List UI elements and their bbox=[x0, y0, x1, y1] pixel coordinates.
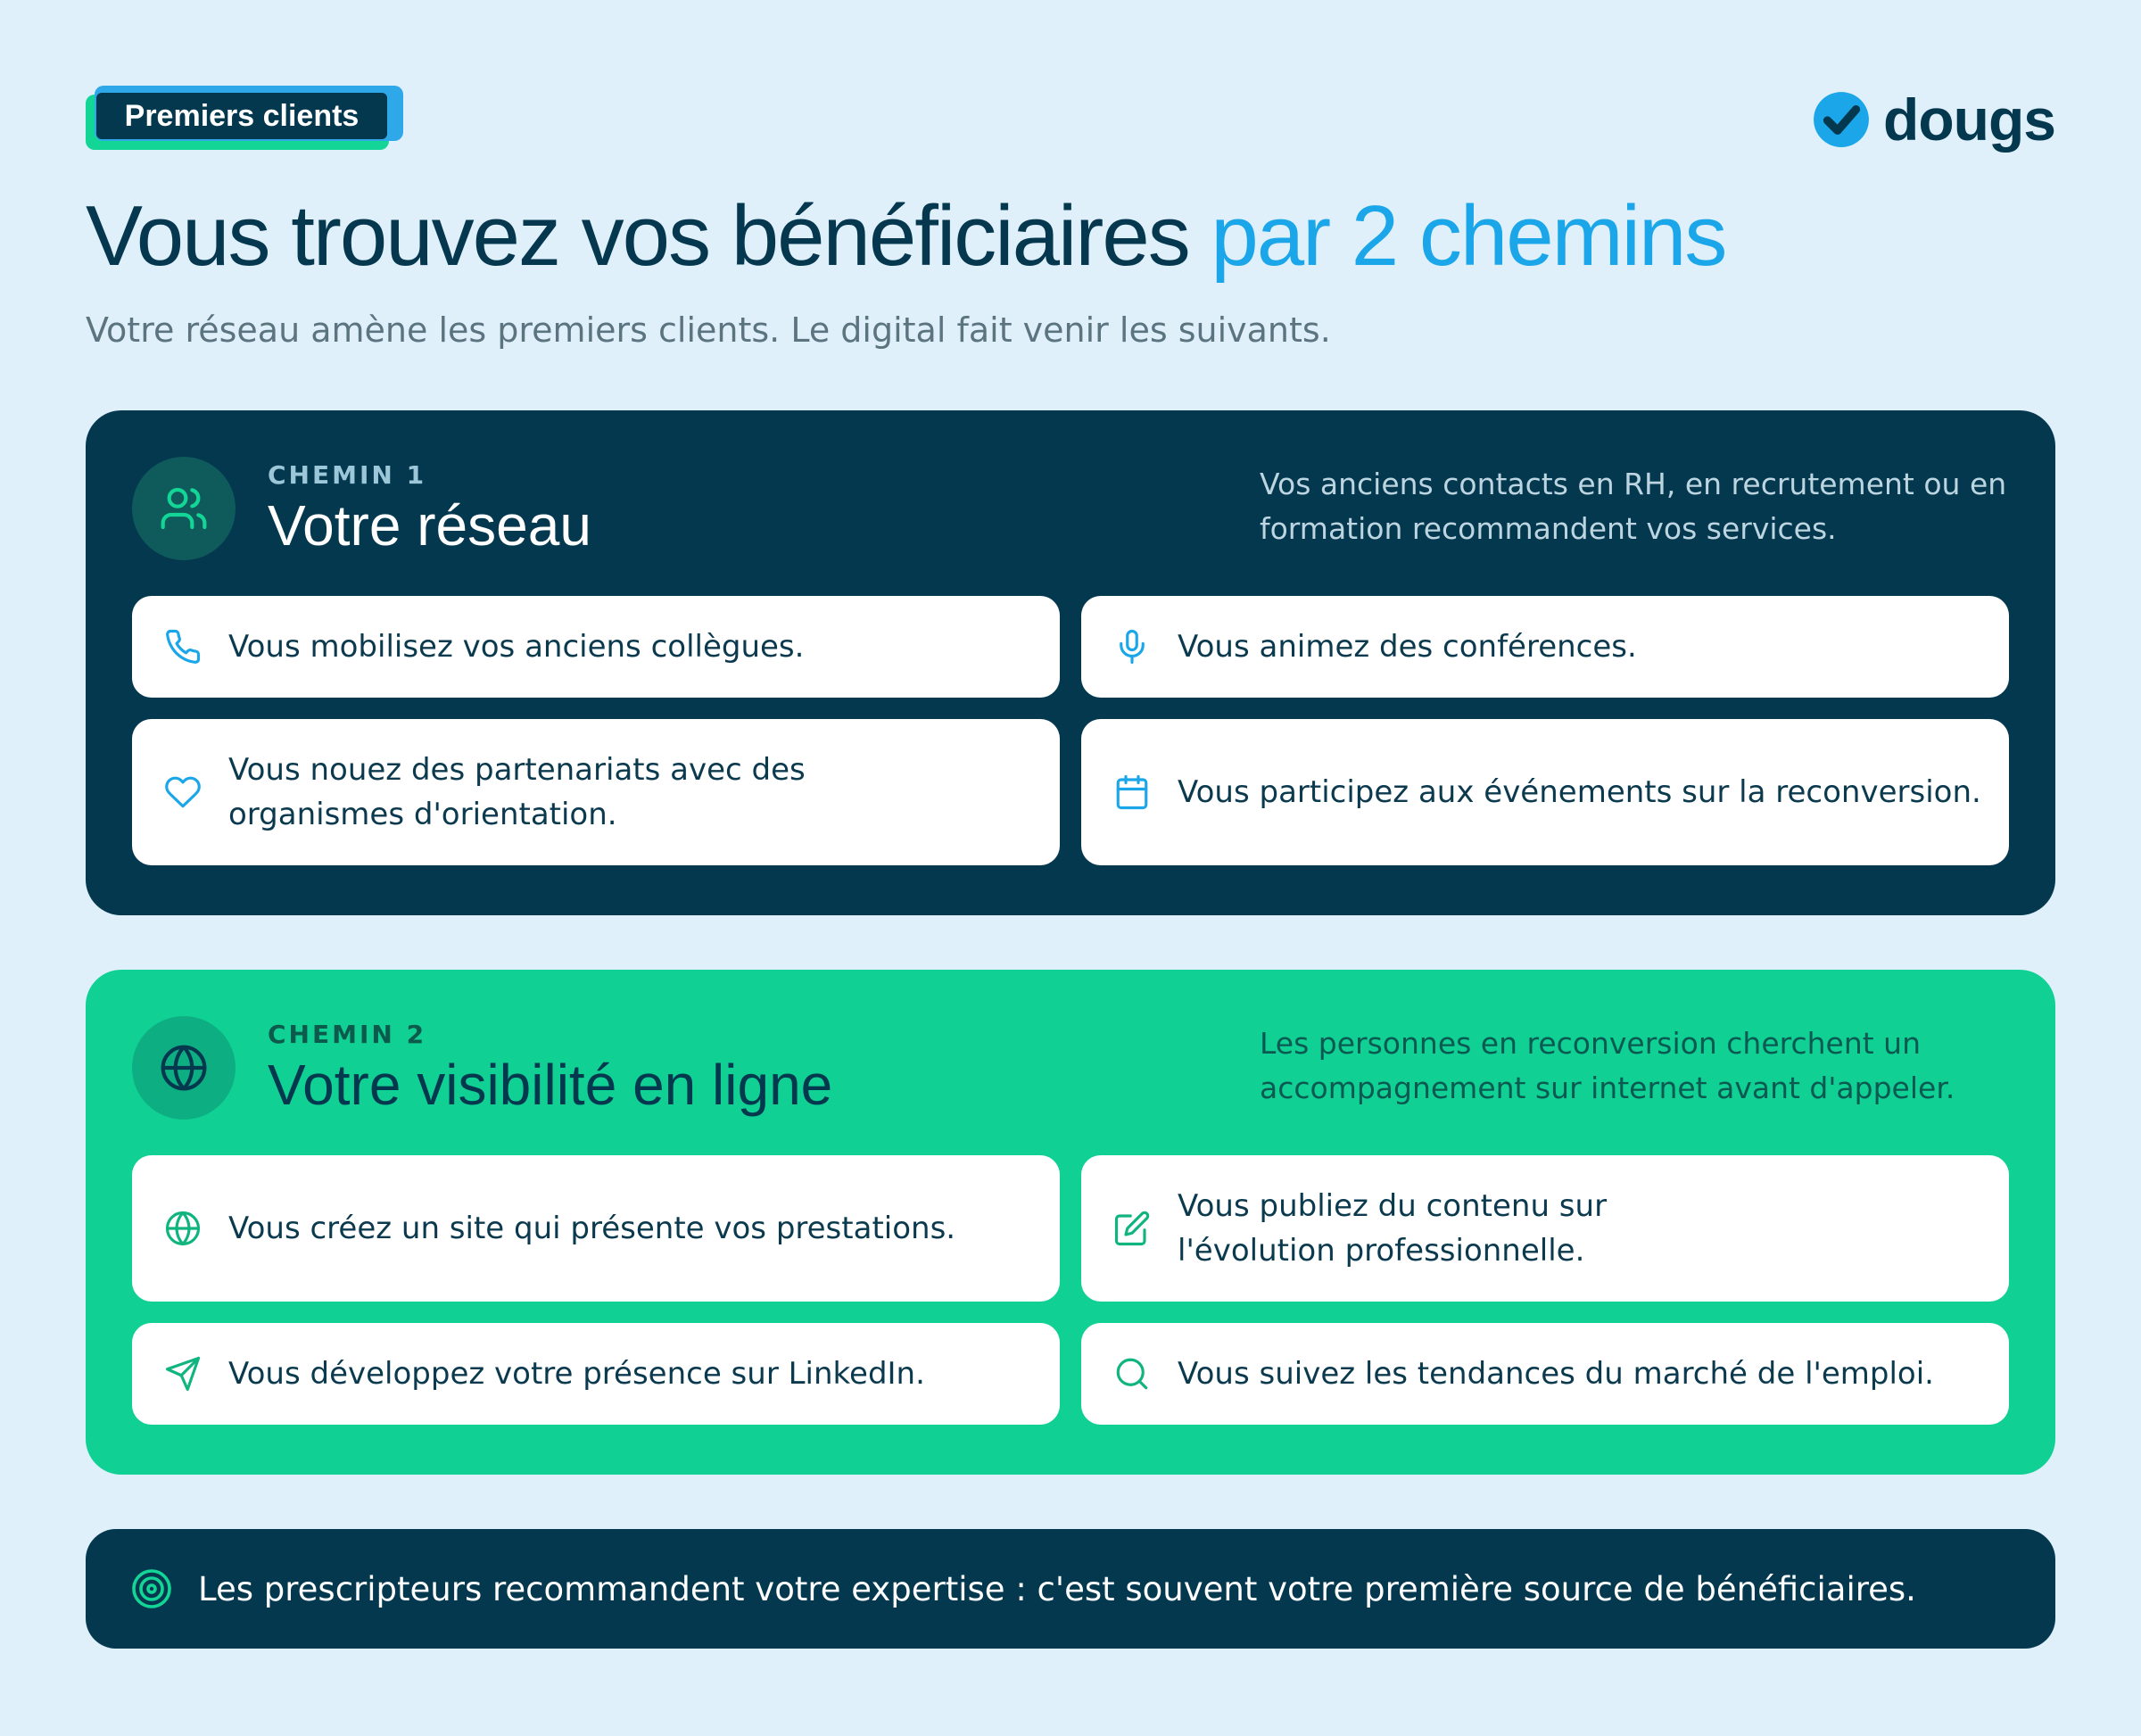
path2-item-1 bbox=[132, 1155, 1060, 1302]
target-icon bbox=[130, 1567, 173, 1610]
globe-icon bbox=[159, 1043, 209, 1093]
search-icon bbox=[1113, 1355, 1151, 1393]
send-icon bbox=[164, 1355, 202, 1393]
path2-item-3-text: Vous développez votre présence sur LinkedIn. bbox=[228, 1356, 925, 1392]
page-subtitle: Votre réseau amène les premiers clients. Le digital fait venir les suivants. bbox=[86, 310, 1331, 350]
path2-kicker: CHEMIN 2 bbox=[268, 1020, 427, 1049]
page-title bbox=[86, 187, 1725, 285]
microphone-icon bbox=[1113, 628, 1151, 665]
path1-item-4 bbox=[1081, 719, 2009, 865]
brand-name: dougs bbox=[1883, 87, 2055, 153]
page-title-accent: par 2 chemins bbox=[1211, 188, 1726, 284]
globe-icon bbox=[164, 1210, 202, 1247]
path1-item-1-text: Vous mobilisez vos anciens collègues. bbox=[228, 629, 805, 665]
path2-item-1-text: Vous créez un site qui présente vos prestations. bbox=[228, 1211, 956, 1246]
path1-description: Vos anciens contacts en RH, en recrutement ou en formation recommandent vos services. bbox=[1260, 467, 2007, 546]
path2-panel bbox=[86, 970, 2055, 1475]
calendar-icon bbox=[1113, 773, 1151, 811]
path1-kicker: CHEMIN 1 bbox=[268, 460, 427, 490]
footer-text: Les prescripteurs recommandent votre expertise : c'est souvent votre première source de bénéficiaires. bbox=[198, 1569, 1916, 1608]
path1-item-3 bbox=[132, 719, 1060, 865]
path1-badge bbox=[132, 457, 236, 560]
path2-title: Votre visibilité en ligne bbox=[268, 1053, 833, 1117]
brand-logo bbox=[1812, 86, 2055, 153]
path2-item-3 bbox=[132, 1323, 1060, 1425]
path2-item-2-text: Vous publiez du contenu sur l'évolution professionnelle. bbox=[1178, 1188, 1608, 1269]
path1-item-3-text: Vous nouez des partenariats avec des organismes d'orientation. bbox=[228, 752, 806, 832]
phone-icon bbox=[164, 628, 202, 665]
path2-item-2 bbox=[1081, 1155, 2009, 1302]
category-tag bbox=[86, 86, 403, 153]
path1-item-2 bbox=[1081, 596, 2009, 698]
category-tag-label: Premiers clients bbox=[96, 93, 387, 139]
path2-badge bbox=[132, 1016, 236, 1120]
heart-icon bbox=[164, 773, 202, 811]
page-title-main: Vous trouvez vos bénéficiaires bbox=[86, 188, 1189, 284]
edit-icon bbox=[1113, 1210, 1151, 1247]
path2-item-4-text: Vous suivez les tendances du marché de l'emploi. bbox=[1178, 1356, 1934, 1392]
path1-item-2-text: Vous animez des conférences. bbox=[1178, 629, 1637, 665]
path1-title: Votre réseau bbox=[268, 493, 591, 558]
path1-panel bbox=[86, 410, 2055, 915]
path1-item-4-text: Vous participez aux événements sur la reconversion. bbox=[1178, 774, 1981, 810]
checkmark-logo-icon bbox=[1812, 90, 1871, 149]
path2-item-4 bbox=[1081, 1323, 2009, 1425]
path1-item-1 bbox=[132, 596, 1060, 698]
footer-callout bbox=[86, 1529, 2055, 1649]
path2-description: Les personnes en reconversion cherchent un accompagnement sur internet avant d'appeler. bbox=[1260, 1026, 1955, 1105]
users-icon bbox=[159, 484, 209, 533]
